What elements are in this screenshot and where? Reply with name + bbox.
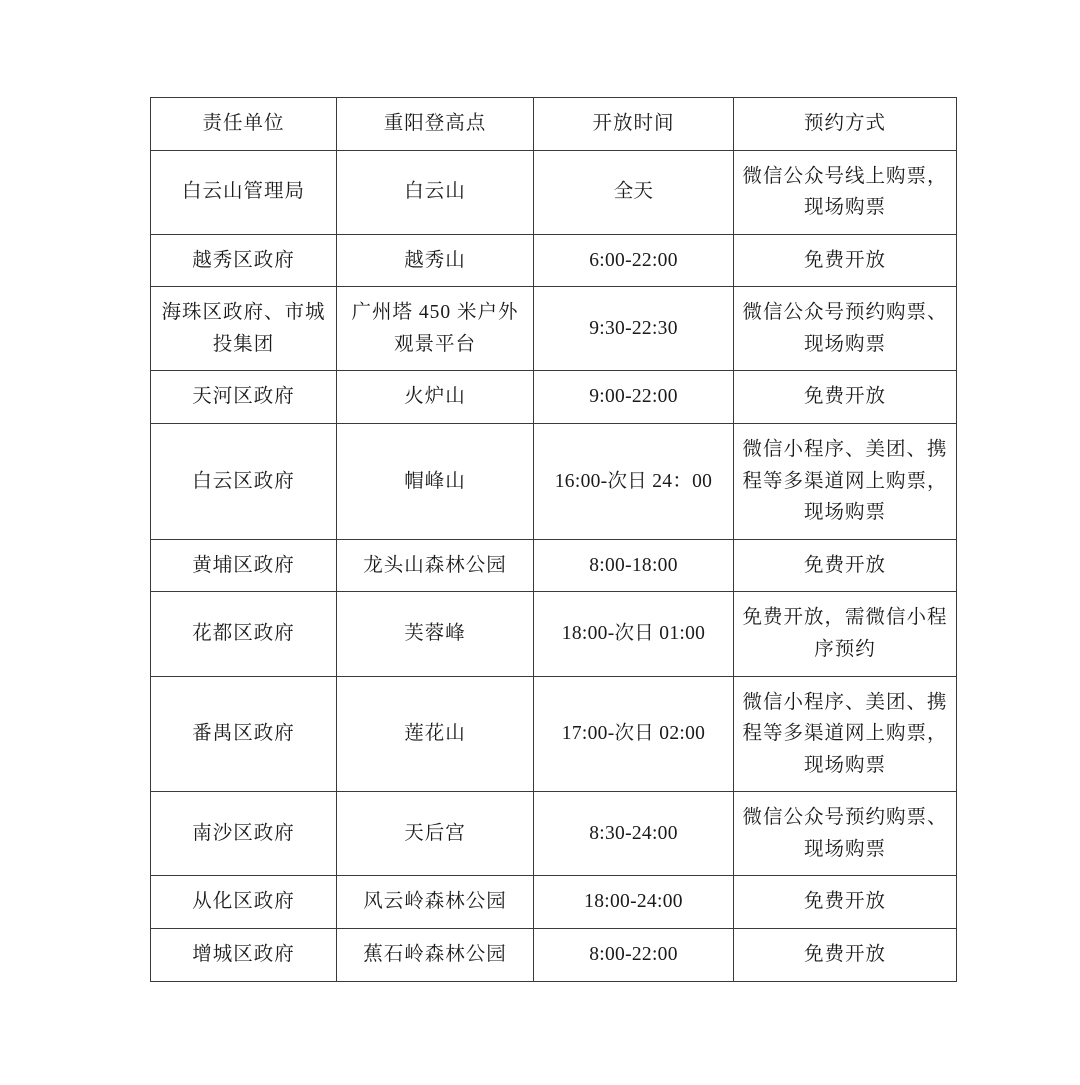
table-row (151, 371, 957, 424)
cell-responsible-unit: 花都区政府 (151, 592, 337, 676)
cell-booking-method-free: 免费开放 (734, 928, 957, 981)
table-row (151, 792, 957, 876)
cell-opening-time: 9:00-22:00 (534, 371, 734, 424)
schedule-table (150, 97, 957, 982)
cell-booking-method: 微信小程序、美团、携程等多渠道网上购票，现场购票 (734, 676, 957, 792)
cell-responsible-unit: 海珠区政府、市城投集团 (151, 287, 337, 371)
table-row (151, 876, 957, 929)
table-row (151, 928, 957, 981)
cell-climbing-spot: 莲花山 (337, 676, 534, 792)
cell-opening-time: 18:00-次日 01:00 (534, 592, 734, 676)
cell-booking-method-free: 免费开放 (734, 371, 957, 424)
cell-climbing-spot: 火炉山 (337, 371, 534, 424)
schedule-table-container (150, 97, 956, 982)
cell-opening-time: 6:00-22:00 (534, 234, 734, 287)
cell-responsible-unit: 越秀区政府 (151, 234, 337, 287)
cell-climbing-spot: 帽峰山 (337, 424, 534, 540)
cell-opening-time: 18:00-24:00 (534, 876, 734, 929)
cell-climbing-spot: 蕉石岭森林公园 (337, 928, 534, 981)
cell-responsible-unit: 黄埔区政府 (151, 539, 337, 592)
cell-climbing-spot: 龙头山森林公园 (337, 539, 534, 592)
column-header-spot: 重阳登高点 (337, 98, 534, 151)
cell-booking-method-free: 免费开放 (734, 876, 957, 929)
cell-responsible-unit: 番禺区政府 (151, 676, 337, 792)
cell-climbing-spot: 天后宫 (337, 792, 534, 876)
cell-responsible-unit: 从化区政府 (151, 876, 337, 929)
cell-responsible-unit: 白云山管理局 (151, 150, 337, 234)
table-row (151, 424, 957, 540)
cell-booking-method: 微信公众号线上购票，现场购票 (734, 150, 957, 234)
cell-booking-method-free: 免费开放，需微信小程序预约 (734, 592, 957, 676)
cell-responsible-unit: 白云区政府 (151, 424, 337, 540)
cell-responsible-unit: 天河区政府 (151, 371, 337, 424)
column-header-unit: 责任单位 (151, 98, 337, 151)
cell-opening-time: 8:00-18:00 (534, 539, 734, 592)
cell-opening-time: 17:00-次日 02:00 (534, 676, 734, 792)
cell-opening-time: 16:00-次日 24：00 (534, 424, 734, 540)
cell-booking-method-free: 免费开放 (734, 539, 957, 592)
table-row (151, 676, 957, 792)
table-row (151, 234, 957, 287)
cell-booking-method: 微信公众号预约购票、现场购票 (734, 287, 957, 371)
cell-opening-time: 8:30-24:00 (534, 792, 734, 876)
cell-climbing-spot: 芙蓉峰 (337, 592, 534, 676)
table-header (151, 98, 957, 151)
table-body (151, 150, 957, 981)
cell-climbing-spot: 广州塔 450 米户外观景平台 (337, 287, 534, 371)
cell-responsible-unit: 南沙区政府 (151, 792, 337, 876)
cell-climbing-spot: 风云岭森林公园 (337, 876, 534, 929)
column-header-time: 开放时间 (534, 98, 734, 151)
table-row (151, 287, 957, 371)
cell-opening-time: 8:00-22:00 (534, 928, 734, 981)
cell-booking-method: 微信小程序、美团、携程等多渠道网上购票，现场购票 (734, 424, 957, 540)
cell-booking-method: 微信公众号预约购票、现场购票 (734, 792, 957, 876)
cell-responsible-unit: 增城区政府 (151, 928, 337, 981)
cell-climbing-spot: 越秀山 (337, 234, 534, 287)
cell-climbing-spot: 白云山 (337, 150, 534, 234)
table-header-row (151, 98, 957, 151)
table-row (151, 592, 957, 676)
column-header-method: 预约方式 (734, 98, 957, 151)
table-row (151, 539, 957, 592)
table-row (151, 150, 957, 234)
cell-opening-time: 9:30-22:30 (534, 287, 734, 371)
cell-booking-method-free: 免费开放 (734, 234, 957, 287)
cell-opening-time: 全天 (534, 150, 734, 234)
